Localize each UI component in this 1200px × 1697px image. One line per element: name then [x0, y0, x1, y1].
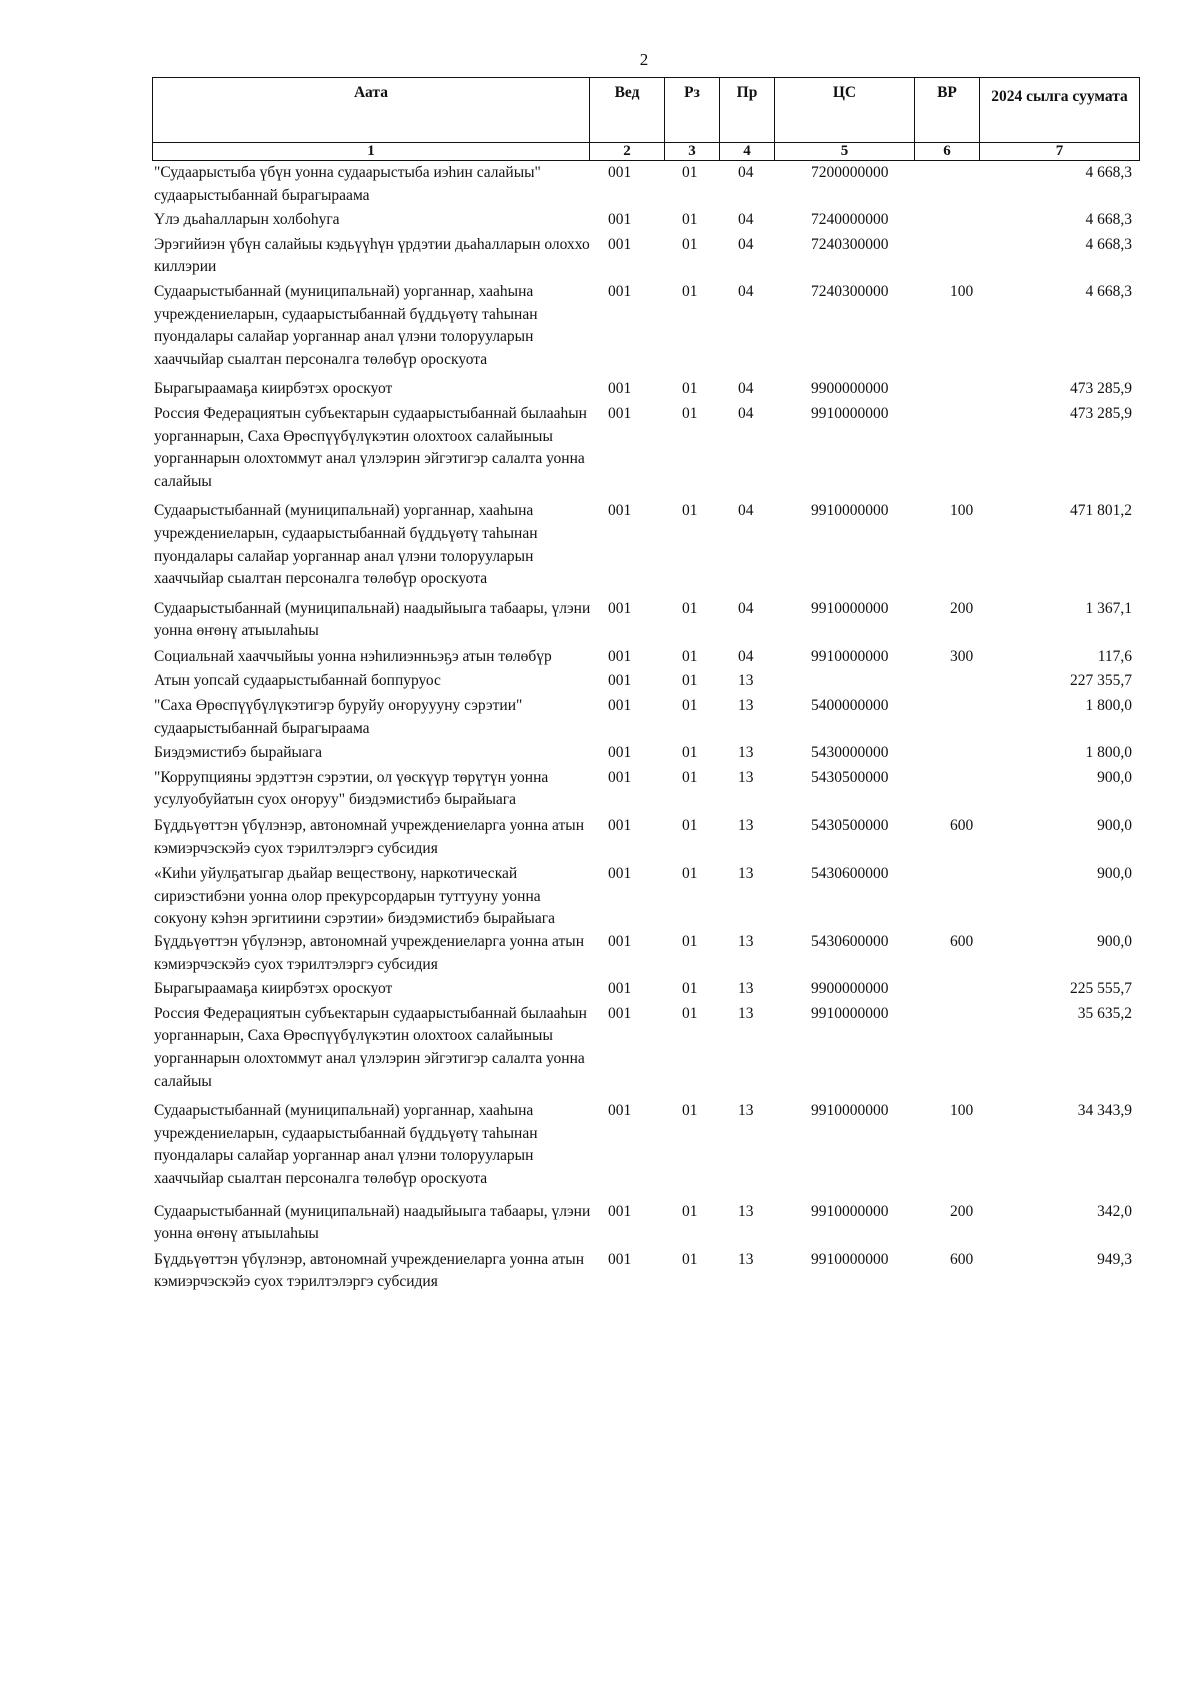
row-description: Россия Федерациятын субъектарын судаарыстыбаннай былааһын уорганнарын, Саха Өрөспүүбүлүкэтин олохтоох салайыныы уорганнарын олохтоммут анал үлэлэрин эйгэтигэр салалта уонна салайыы	[154, 1004, 587, 1090]
row-ved: 001	[608, 1250, 632, 1268]
row-amount: 4 668,3	[1085, 282, 1132, 300]
row-cs: 7200000000	[811, 164, 889, 181]
table-row	[0, 1249, 1200, 1294]
table-row	[0, 931, 1200, 976]
row-ved: 001	[608, 1004, 632, 1022]
row-amount: 900,0	[1097, 933, 1132, 950]
row-rz: 01	[682, 282, 698, 300]
col-number: 3	[665, 143, 720, 161]
row-ved: 001	[608, 502, 632, 520]
row-amount: 471 801,2	[1070, 502, 1132, 520]
table-row	[0, 695, 1200, 740]
row-ved: 001	[608, 697, 632, 715]
row-cs: 9910000000	[811, 599, 889, 617]
table-row	[0, 500, 1200, 590]
row-cs: 7240300000	[811, 235, 889, 253]
col-header-cs: ЦС	[775, 78, 915, 143]
table-header	[152, 77, 1140, 161]
row-vr: 200	[950, 599, 974, 617]
row-ved: 001	[608, 933, 632, 950]
row-amount: 4 668,3	[1085, 164, 1132, 181]
col-number: 5	[775, 143, 915, 161]
row-pr: 13	[738, 672, 754, 690]
row-description: Эрэгийиэн үбүн салайыы кэдьүүһүн үрдэтии дьаһалларын олоххо киллэрии	[154, 235, 590, 276]
row-vr: 300	[950, 647, 974, 665]
row-ved: 001	[608, 211, 632, 229]
row-description: Үлэ дьаһалларын холбоһуга	[154, 211, 340, 229]
row-ved: 001	[608, 647, 632, 665]
row-amount: 4 668,3	[1085, 235, 1132, 253]
row-ved: 001	[608, 980, 632, 998]
row-amount: 949,3	[1097, 1250, 1132, 1268]
row-description: Бырагыраамаҕа киирбэтэх ороскуот	[154, 980, 393, 998]
row-amount: 1 800,0	[1085, 697, 1132, 715]
row-ved: 001	[608, 865, 632, 883]
row-pr: 04	[738, 164, 754, 181]
col-number: 4	[720, 143, 775, 161]
row-description: Судаарыстыбаннай (муниципальнай) уорганнар, хааһына учреждениеларын, судаарыстыбаннай бүддьүөтү таһынан пуондалары салайар уорганнар анал үлэни толорууларын хааччыйар сыалтан персоналга төлөбүр ороскуота	[154, 1102, 538, 1187]
table-row	[0, 234, 1200, 279]
row-rz: 01	[682, 380, 698, 398]
row-cs: 9910000000	[811, 1202, 889, 1220]
row-rz: 01	[682, 768, 698, 786]
table-row	[0, 209, 1200, 232]
row-pr: 13	[738, 865, 754, 883]
row-ved: 001	[608, 404, 632, 422]
table-row	[0, 162, 1200, 207]
table-row	[0, 281, 1200, 371]
row-pr: 04	[738, 235, 754, 253]
row-amount: 342,0	[1097, 1202, 1132, 1220]
row-rz: 01	[682, 697, 698, 715]
table-row	[0, 1003, 1200, 1093]
row-cs: 7240300000	[811, 282, 889, 300]
row-cs: 5430600000	[811, 933, 889, 950]
row-vr: 100	[950, 502, 974, 520]
row-rz: 01	[682, 164, 698, 181]
col-header-pr: Пр	[720, 78, 775, 143]
table-row	[0, 1201, 1200, 1246]
row-pr: 13	[738, 768, 754, 786]
row-pr: 13	[738, 697, 754, 715]
row-cs: 5400000000	[811, 697, 889, 715]
row-vr: 100	[950, 1102, 974, 1120]
row-description: «Киһи уйулҕатыгар дьайар веществону, наркотическай сириэстибэни уонна олор прекурсордарын туттууну уонна сокуону кэһэн эргитиини сэрэтии» биэдэмистибэ бырайыага	[154, 865, 555, 928]
col-header-vr: ВР	[915, 78, 980, 143]
row-pr: 13	[738, 1250, 754, 1268]
row-vr: 600	[950, 1250, 974, 1268]
row-rz: 01	[682, 211, 698, 229]
row-ved: 001	[608, 744, 632, 762]
table-row	[0, 742, 1200, 765]
row-amount: 34 343,9	[1077, 1102, 1132, 1120]
row-pr: 04	[738, 380, 754, 398]
row-cs: 9910000000	[811, 502, 889, 520]
row-rz: 01	[682, 1004, 698, 1022]
row-amount: 900,0	[1097, 768, 1132, 786]
row-amount: 35 635,2	[1077, 1004, 1132, 1022]
row-cs: 9900000000	[811, 980, 889, 998]
table-row	[0, 598, 1200, 643]
table-row	[0, 978, 1200, 1001]
row-rz: 01	[682, 817, 698, 835]
col-header-name: Аата	[153, 78, 590, 143]
col-header-rz: Рз	[665, 78, 720, 143]
row-pr: 13	[738, 933, 754, 950]
row-vr: 600	[950, 817, 974, 835]
row-rz: 01	[682, 599, 698, 617]
row-cs: 5430500000	[811, 817, 889, 835]
row-cs: 9910000000	[811, 1004, 889, 1022]
page-number: 2	[639, 50, 649, 69]
row-ved: 001	[608, 164, 632, 181]
table-row	[0, 646, 1200, 669]
row-vr: 200	[950, 1202, 974, 1220]
col-header-amount: 2024 сылга суумата	[980, 78, 1140, 143]
row-rz: 01	[682, 744, 698, 762]
row-rz: 01	[682, 672, 698, 690]
row-amount: 4 668,3	[1085, 211, 1132, 229]
row-rz: 01	[682, 865, 698, 883]
table-row	[0, 403, 1200, 493]
row-cs: 7240000000	[811, 211, 889, 229]
row-ved: 001	[608, 1202, 632, 1220]
table-row	[0, 767, 1200, 812]
table-row	[0, 1100, 1200, 1190]
row-pr: 13	[738, 744, 754, 762]
row-ved: 001	[608, 599, 632, 617]
row-pr: 13	[738, 1202, 754, 1220]
row-amount: 900,0	[1097, 865, 1132, 883]
row-pr: 04	[738, 211, 754, 229]
table-row	[0, 863, 1200, 931]
row-pr: 13	[738, 1102, 754, 1120]
col-number: 6	[915, 143, 980, 161]
row-rz: 01	[682, 1102, 698, 1120]
col-number: 2	[590, 143, 665, 161]
row-description: Судаарыстыбаннай (муниципальнай) уорганнар, хааһына учреждениеларын, судаарыстыбаннай бүддьүөтү таһынан пуондалары салайар уорганнар анал үлэни толорууларын хааччыйар сыалтан персоналга төлөбүр ороскуота	[154, 502, 538, 588]
row-pr: 04	[738, 599, 754, 617]
col-header-ved: Вед	[590, 78, 665, 143]
row-description: "Коррупцияны эрдэттэн сэрэтии, ол үөскүүр төрүтүн уонна усулуобуйатын суох оҥоруу" биэдэмистибэ бырайыага	[154, 768, 549, 809]
row-cs: 9910000000	[811, 404, 889, 422]
table-row	[0, 670, 1200, 693]
row-cs: 9900000000	[811, 380, 889, 398]
row-description: Бүддьүөттэн үбүлэнэр, автономнай учреждениеларга уонна атын кэмиэрчэскэйэ суох тэрилтэлэргэ субсидия	[154, 933, 585, 973]
row-amount: 473 285,9	[1070, 404, 1132, 422]
row-vr: 100	[950, 282, 974, 300]
table-row	[0, 815, 1200, 860]
row-cs: 5430600000	[811, 865, 889, 883]
row-description: Бүддьүөттэн үбүлэнэр, автономнай учреждениеларга уонна атын кэмиэрчэскэйэ суох тэрилтэлэргэ субсидия	[154, 1250, 585, 1291]
row-rz: 01	[682, 502, 698, 520]
row-amount: 1 800,0	[1085, 744, 1132, 762]
row-ved: 001	[608, 672, 632, 690]
row-rz: 01	[682, 1202, 698, 1220]
row-vr: 600	[950, 933, 974, 950]
row-description: Бүддьүөттэн үбүлэнэр, автономнай учреждениеларга уонна атын кэмиэрчэскэйэ суох тэрилтэлэргэ субсидия	[154, 817, 585, 857]
row-amount: 225 555,7	[1070, 980, 1132, 998]
row-cs: 9910000000	[811, 1102, 889, 1120]
row-rz: 01	[682, 647, 698, 665]
row-pr: 13	[738, 817, 754, 835]
row-description: Атын уопсай судаарыстыбаннай боппуруос	[154, 672, 441, 690]
row-description: "Саха Өрөспүүбүлүкэтигэр буруйу оҥоруууну сэрэтии" судаарыстыбаннай бырагыраама	[154, 697, 523, 737]
row-amount: 117,6	[1097, 647, 1132, 665]
row-ved: 001	[608, 768, 632, 786]
row-rz: 01	[682, 404, 698, 422]
col-number: 7	[980, 143, 1140, 161]
budget-rows	[0, 162, 1200, 1294]
row-pr: 04	[738, 404, 754, 422]
row-description: Судаарыстыбаннай (муниципальнай) наадыйыыга табаары, үлэни уонна өҥөнү атыылаһыы	[154, 599, 591, 640]
row-amount: 1 367,1	[1085, 599, 1132, 617]
row-amount: 473 285,9	[1070, 380, 1132, 398]
row-cs: 9910000000	[811, 647, 889, 665]
row-rz: 01	[682, 980, 698, 998]
row-description: Бырагыраамаҕа киирбэтэх ороскуот	[154, 380, 393, 398]
row-rz: 01	[682, 933, 698, 950]
row-ved: 001	[608, 817, 632, 835]
row-cs: 9910000000	[811, 1250, 889, 1268]
row-description: Социальнай хааччыйыы уонна нэһилиэнньэҕэ атын төлөбүр	[154, 647, 552, 665]
col-number: 1	[153, 143, 590, 161]
row-pr: 13	[738, 1004, 754, 1022]
row-pr: 04	[738, 502, 754, 520]
row-pr: 04	[738, 282, 754, 300]
row-ved: 001	[608, 380, 632, 398]
row-description: Россия Федерациятын субъектарын судаарыстыбаннай былааһын уорганнарын, Саха Өрөспүүбүлүкэтин олохтоох салайыныы уорганнарын олохтоммут анал үлэлэрин эйгэтигэр салалта уонна салайыы	[154, 404, 587, 490]
row-rz: 01	[682, 235, 698, 253]
row-cs: 5430000000	[811, 744, 889, 762]
row-amount: 900,0	[1097, 817, 1132, 835]
row-description: "Судаарыстыба үбүн уонна судаарыстыба иэһин салайыы" судаарыстыбаннай бырагыраама	[154, 164, 541, 204]
table-row	[0, 378, 1200, 401]
row-pr: 04	[738, 647, 754, 665]
row-pr: 13	[738, 980, 754, 998]
row-amount: 227 355,7	[1070, 672, 1132, 690]
row-ved: 001	[608, 1102, 632, 1120]
row-description: Судаарыстыбаннай (муниципальнай) уорганнар, хааһына учреждениеларын, судаарыстыбаннай бүддьүөтү таһынан пуондалары салайар уорганнар анал үлэни толорууларын хааччыйар сыалтан персоналга төлөбүр ороскуота	[154, 282, 538, 368]
row-rz: 01	[682, 1250, 698, 1268]
row-ved: 001	[608, 282, 632, 300]
row-description: Судаарыстыбаннай (муниципальнай) наадыйыыга табаары, үлэни уонна өҥөнү атыылаһыы	[154, 1202, 591, 1243]
row-description: Биэдэмистибэ бырайыага	[154, 744, 323, 762]
row-cs: 5430500000	[811, 768, 889, 786]
row-ved: 001	[608, 235, 632, 253]
